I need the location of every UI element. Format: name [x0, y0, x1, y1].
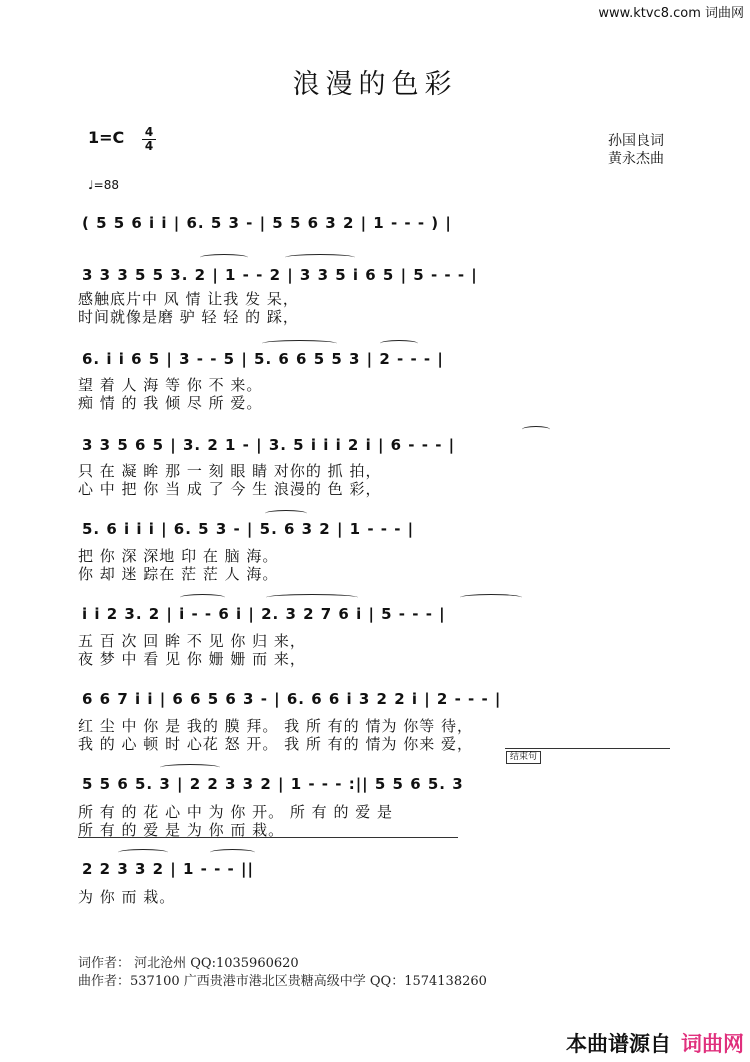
notation-row: 3 3 5 6 5 | 3. 2 1 - | 3. 5 i i i 2 i | 6 - - - | [82, 436, 456, 454]
notation-row-final: 2 2 3 3 2 | 1 - - - || [82, 860, 254, 878]
slur-mark [522, 426, 550, 433]
lyric-verse-1: 只 在 凝 眸 那 一 刻 眼 睛 对你的 抓 拍， [78, 462, 382, 480]
slur-mark [180, 594, 225, 601]
ending-tag: 结束句 [506, 751, 541, 764]
source-watermark [566, 1028, 744, 1058]
time-signature-top: 4 [144, 125, 154, 139]
repeat-bracket [78, 837, 458, 838]
watermark-text: 本曲谱源自 [566, 1032, 671, 1056]
lyric-verse-1: 望 着 人 海 等 你 不 来。 [78, 376, 263, 394]
lyric-verse-1: 五 百 次 回 眸 不 见 你 归 来， [78, 632, 306, 650]
lyric-verse-1: 把 你 深 深地 印 在 脑 海。 [78, 547, 279, 565]
lyric-verse-1: 所 有 的 花 心 中 为 你 开。 所 有 的 爱 是 [78, 803, 393, 821]
time-signature-bottom: 4 [142, 139, 156, 153]
slur-mark [265, 510, 307, 517]
notation-row: i i 2 3. 2 | i - - 6 i | 2. 3 2 7 6 i | 5 - - - | [82, 605, 446, 623]
notation-row: 5. 6 i i i | 6. 5 3 - | 5. 6 3 2 | 1 - - - | [82, 520, 415, 538]
lyric-verse-1: 感触底片中 风 情 让我 发 呆， [78, 290, 299, 308]
ending-bracket [505, 748, 670, 749]
notation-row: 5 5 6 5. 3 | 2 2 3 3 2 | 1 - - - :|| 5 5 6 5. 3 [82, 775, 464, 793]
slur-mark [160, 764, 220, 771]
slur-mark [460, 594, 522, 601]
lyric-verse-2: 你 却 迷 踪在 茫 茫 人 海。 [78, 565, 279, 583]
lyric-verse-2: 夜 梦 中 看 见 你 姗 姗 而 来， [78, 650, 306, 668]
notation-row: 3 3 3 5 5 3. 2 | 1 - - 2 | 3 3 5 i 6 5 | 5 - - - | [82, 266, 478, 284]
lyric-verse-2: 我 的 心 顿 时 心花 怒 开。 我 所 有的 情为 你来 爱， [78, 735, 473, 753]
tempo-marking: ♩=88 [88, 178, 119, 192]
composer-credit: 黄永杰曲 [608, 151, 664, 167]
slur-mark [266, 594, 358, 601]
slur-mark [200, 254, 248, 261]
slur-mark [285, 254, 355, 261]
lyricist-credit: 孙国良词 [608, 133, 664, 149]
watermark-brand: 词曲网 [681, 1032, 744, 1056]
slur-mark [118, 849, 168, 856]
song-title: 浪漫的色彩 [292, 69, 458, 100]
lyric-verse-1: 红 尘 中 你 是 我的 膜 拜。 我 所 有的 情为 你等 待， [78, 717, 473, 735]
time-signature [142, 126, 156, 153]
lyric-verse-2: 时间就像是磨 驴 轻 轻 的 踩， [78, 308, 299, 326]
lyric-final: 为 你 而 栽。 [78, 888, 176, 906]
lyric-verse-2: 所 有 的 爱 是 为 你 而 栽。 [78, 821, 285, 839]
composer-contact: 曲作者：537100 广西贵港市港北区贵糖高级中学 QQ：1574138260 [78, 974, 487, 989]
lyric-verse-2: 心 中 把 你 当 成 了 今 生 浪漫的 色 彩， [78, 480, 382, 498]
notation-row-intro: ( 5 5 6 i i | 6. 5 3 - | 5 5 6 3 2 | 1 - - - ) | [82, 214, 452, 232]
notation-row: 6 6 7 i i | 6 6 5 6 3 - | 6. 6 6 i 3 2 2 i | 2 - - - | [82, 690, 502, 708]
site-url[interactable]: www.ktvc8.com 词曲网 [598, 6, 744, 21]
slur-mark [210, 849, 255, 856]
lyric-verse-2: 痴 情 的 我 倾 尽 所 爱。 [78, 394, 263, 412]
key-signature: 1=C [88, 128, 125, 147]
lyricist-contact: 词作者： 河北沧州 QQ:1035960620 [78, 956, 299, 971]
slur-mark [262, 340, 337, 347]
slur-mark [380, 340, 418, 347]
notation-row: 6. i i 6 5 | 3 - - 5 | 5. 6 6 5 5 3 | 2 - - - | [82, 350, 444, 368]
